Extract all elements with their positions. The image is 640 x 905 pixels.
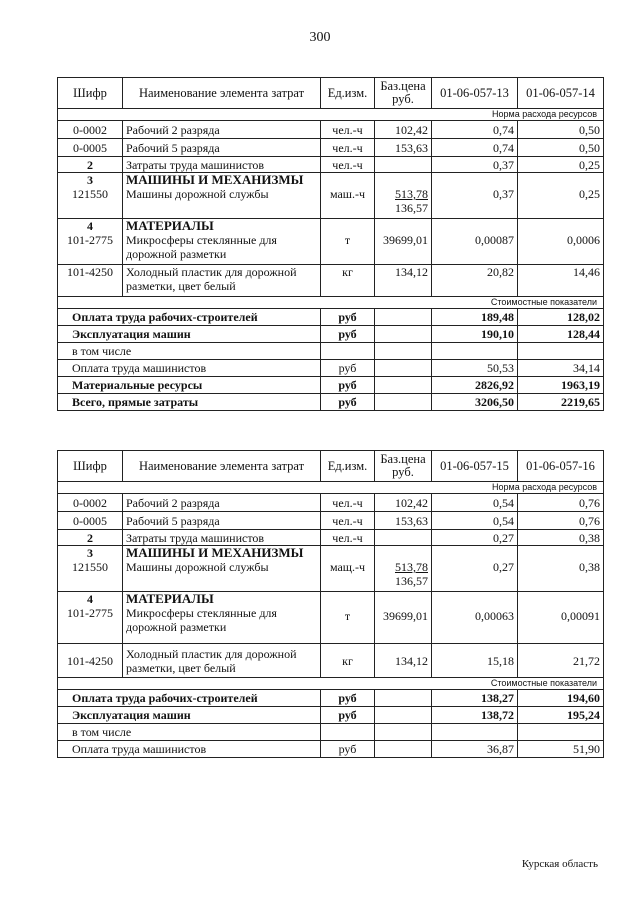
row-price: 102,42	[375, 494, 432, 512]
row-code: 0-0002	[58, 494, 123, 512]
total-row	[58, 309, 604, 326]
row-value-a: 15,18	[432, 644, 518, 678]
header-code: Шифр	[58, 451, 123, 482]
total-value-b: 51,90	[518, 741, 604, 758]
section-cost-row	[58, 297, 604, 309]
row-value-a: 0,00063	[432, 592, 518, 644]
row-price	[375, 157, 432, 173]
resource-table-2	[57, 450, 604, 758]
total-value-a: 2826,92	[432, 377, 518, 394]
row-code: 101-4250	[58, 644, 123, 678]
group-code: 4	[87, 219, 93, 233]
total-label: Эксплуатация машин	[58, 326, 321, 343]
row-unit: т	[321, 219, 375, 265]
total-unit: руб	[321, 309, 375, 326]
table-header-row	[58, 78, 604, 109]
header-base-price: Баз.цена руб.	[375, 78, 432, 109]
total-price-cell	[375, 724, 432, 741]
row-price: 153,63	[375, 512, 432, 530]
total-value-b: 194,60	[518, 690, 604, 707]
total-value-a: 190,10	[432, 326, 518, 343]
header-column-b: 01-06-057-16	[518, 451, 604, 482]
total-unit: руб	[321, 690, 375, 707]
total-unit: руб	[321, 326, 375, 343]
total-value-b: 195,24	[518, 707, 604, 724]
total-price-cell	[375, 309, 432, 326]
section-cost-label: Стоимостные показатели	[58, 678, 604, 690]
total-row	[58, 360, 604, 377]
group-title: МАТЕРИАЛЫ	[126, 218, 214, 233]
row-name-group	[123, 546, 321, 592]
total-label: Оплата труда машинистов	[58, 360, 321, 377]
price-top: 513,78	[395, 187, 428, 201]
row-name: Затраты труда машинистов	[123, 157, 321, 173]
total-label: в том числе	[58, 343, 321, 360]
row-code: 101-4250	[58, 265, 123, 297]
row-unit: маш.-ч	[321, 173, 375, 219]
group-title: МАТЕРИАЛЫ	[126, 591, 214, 606]
row-name-group	[123, 173, 321, 219]
row-code: 2	[58, 157, 123, 173]
total-unit: руб	[321, 741, 375, 758]
header-unit: Ед.изм.	[321, 451, 375, 482]
total-unit: руб	[321, 377, 375, 394]
row-value-a: 0,27	[432, 530, 518, 546]
row-value-b: 0,38	[518, 530, 604, 546]
row-value-a: 0,74	[432, 121, 518, 139]
total-unit	[321, 724, 375, 741]
price-bottom: 136,57	[395, 201, 428, 215]
group-title: МАШИНЫ И МЕХАНИЗМЫ	[126, 545, 304, 560]
total-row	[58, 377, 604, 394]
total-unit: руб	[321, 360, 375, 377]
row-unit: чел.-ч	[321, 157, 375, 173]
row-price: 134,12	[375, 265, 432, 297]
header-column-a: 01-06-057-13	[432, 78, 518, 109]
row-value-b: 0,50	[518, 121, 604, 139]
resource-table-1	[57, 77, 604, 411]
total-price-cell	[375, 741, 432, 758]
total-price-cell	[375, 707, 432, 724]
row-code: 0-0002	[58, 121, 123, 139]
total-value-a: 189,48	[432, 309, 518, 326]
group-code: 3	[87, 546, 93, 560]
header-column-a: 01-06-057-15	[432, 451, 518, 482]
row-code: 0-0005	[58, 512, 123, 530]
header-column-b: 01-06-057-14	[518, 78, 604, 109]
total-value-a	[432, 343, 518, 360]
row-value-b: 21,72	[518, 644, 604, 678]
row-code-group	[58, 592, 123, 644]
row-value-b: 0,76	[518, 512, 604, 530]
row-price	[375, 530, 432, 546]
table-row	[58, 219, 604, 265]
row-code: 101-2775	[67, 606, 113, 620]
row-code: 2	[58, 530, 123, 546]
row-name: Микросферы стеклянные для дорожной разметки	[126, 233, 277, 261]
price-top: 513,78	[395, 560, 428, 574]
total-price-cell	[375, 360, 432, 377]
row-code-group	[58, 546, 123, 592]
total-row	[58, 343, 604, 360]
row-unit: т	[321, 592, 375, 644]
group-title: МАШИНЫ И МЕХАНИЗМЫ	[126, 172, 304, 187]
header-unit: Ед.изм.	[321, 78, 375, 109]
total-label: Оплата труда машинистов	[58, 741, 321, 758]
total-value-b: 128,02	[518, 309, 604, 326]
footer-region: Курская область	[521, 858, 598, 870]
row-unit: чел.-ч	[321, 139, 375, 157]
section-norm-row	[58, 482, 604, 494]
row-value-a: 0,54	[432, 494, 518, 512]
table-header-row	[58, 451, 604, 482]
total-price-cell	[375, 377, 432, 394]
row-unit: мащ.-ч	[321, 546, 375, 592]
row-value-a: 20,82	[432, 265, 518, 297]
row-price	[375, 173, 432, 219]
table-row	[58, 139, 604, 157]
total-value-a: 138,72	[432, 707, 518, 724]
row-value-b: 0,00091	[518, 592, 604, 644]
table-row	[58, 592, 604, 644]
total-value-b	[518, 343, 604, 360]
row-value-a: 0,00087	[432, 219, 518, 265]
section-norm-label: Норма расхода ресурсов	[58, 109, 604, 121]
row-value-b: 0,25	[518, 157, 604, 173]
row-value-b: 14,46	[518, 265, 604, 297]
header-base-price: Баз.цена руб.	[375, 451, 432, 482]
table-row	[58, 265, 604, 297]
total-value-a: 138,27	[432, 690, 518, 707]
header-name: Наименование элемента затрат	[123, 451, 321, 482]
table-row	[58, 530, 604, 546]
total-label: Оплата труда рабочих-строителей	[58, 309, 321, 326]
row-name-group	[123, 219, 321, 265]
row-value-b: 0,0006	[518, 219, 604, 265]
row-code-group	[58, 173, 123, 219]
total-value-b: 128,44	[518, 326, 604, 343]
total-value-a: 3206,50	[432, 394, 518, 411]
total-value-a: 36,87	[432, 741, 518, 758]
total-row	[58, 707, 604, 724]
row-unit: кг	[321, 265, 375, 297]
page-number: 300	[309, 30, 331, 45]
total-label: Эксплуатация машин	[58, 707, 321, 724]
total-label: в том числе	[58, 724, 321, 741]
section-cost-label: Стоимостные показатели	[58, 297, 604, 309]
row-name: Рабочий 5 разряда	[123, 512, 321, 530]
row-name: Машины дорожной службы	[126, 560, 269, 574]
total-label: Оплата труда рабочих-строителей	[58, 690, 321, 707]
total-row	[58, 741, 604, 758]
row-name: Рабочий 2 разряда	[123, 494, 321, 512]
total-value-b: 34,14	[518, 360, 604, 377]
table-row	[58, 512, 604, 530]
group-code: 3	[87, 173, 93, 187]
group-code: 4	[87, 592, 93, 606]
total-unit: руб	[321, 394, 375, 411]
total-value-a: 50,53	[432, 360, 518, 377]
row-name: Рабочий 5 разряда	[123, 139, 321, 157]
row-value-a: 0,37	[432, 173, 518, 219]
row-code-group	[58, 219, 123, 265]
row-value-a: 0,37	[432, 157, 518, 173]
header-code: Шифр	[58, 78, 123, 109]
row-unit: чел.-ч	[321, 494, 375, 512]
row-value-b: 0,50	[518, 139, 604, 157]
total-price-cell	[375, 343, 432, 360]
row-unit: чел.-ч	[321, 530, 375, 546]
table-row	[58, 173, 604, 219]
total-unit: руб	[321, 707, 375, 724]
row-value-a: 0,54	[432, 512, 518, 530]
price-bottom: 136,57	[395, 574, 428, 588]
table-row	[58, 157, 604, 173]
table-row	[58, 644, 604, 678]
row-price: 134,12	[375, 644, 432, 678]
table-row	[58, 546, 604, 592]
row-name: Микросферы стеклянные для дорожной разметки	[126, 606, 277, 634]
row-value-a: 0,74	[432, 139, 518, 157]
row-price: 39699,01	[375, 592, 432, 644]
row-name: Машины дорожной службы	[126, 187, 269, 201]
total-label: Всего, прямые затраты	[58, 394, 321, 411]
row-name: Затраты труда машинистов	[123, 530, 321, 546]
row-code: 121550	[72, 187, 108, 201]
section-norm-label: Норма расхода ресурсов	[58, 482, 604, 494]
row-value-b: 0,25	[518, 173, 604, 219]
total-row	[58, 394, 604, 411]
row-name: Холодный пластик для дорожной разметки, цвет белый	[123, 265, 321, 297]
row-price: 39699,01	[375, 219, 432, 265]
row-name: Рабочий 2 разряда	[123, 121, 321, 139]
row-name: Холодный пластик для дорожной разметки, цвет белый	[123, 644, 321, 678]
total-row	[58, 724, 604, 741]
total-value-b: 1963,19	[518, 377, 604, 394]
total-row	[58, 326, 604, 343]
total-value-b	[518, 724, 604, 741]
total-value-b: 2219,65	[518, 394, 604, 411]
row-unit: чел.-ч	[321, 121, 375, 139]
row-price: 153,63	[375, 139, 432, 157]
table-row	[58, 494, 604, 512]
row-name-group	[123, 592, 321, 644]
section-cost-row	[58, 678, 604, 690]
row-unit: чел.-ч	[321, 512, 375, 530]
section-norm-row	[58, 109, 604, 121]
row-unit: кг	[321, 644, 375, 678]
row-price: 102,42	[375, 121, 432, 139]
row-code: 121550	[72, 560, 108, 574]
row-value-b: 0,38	[518, 546, 604, 592]
total-price-cell	[375, 690, 432, 707]
total-price-cell	[375, 394, 432, 411]
row-price	[375, 546, 432, 592]
total-value-a	[432, 724, 518, 741]
row-value-a: 0,27	[432, 546, 518, 592]
table-row	[58, 121, 604, 139]
header-name: Наименование элемента затрат	[123, 78, 321, 109]
row-code: 0-0005	[58, 139, 123, 157]
total-row	[58, 690, 604, 707]
row-value-b: 0,76	[518, 494, 604, 512]
total-unit	[321, 343, 375, 360]
row-code: 101-2775	[67, 233, 113, 247]
total-price-cell	[375, 326, 432, 343]
total-label: Материальные ресурсы	[58, 377, 321, 394]
